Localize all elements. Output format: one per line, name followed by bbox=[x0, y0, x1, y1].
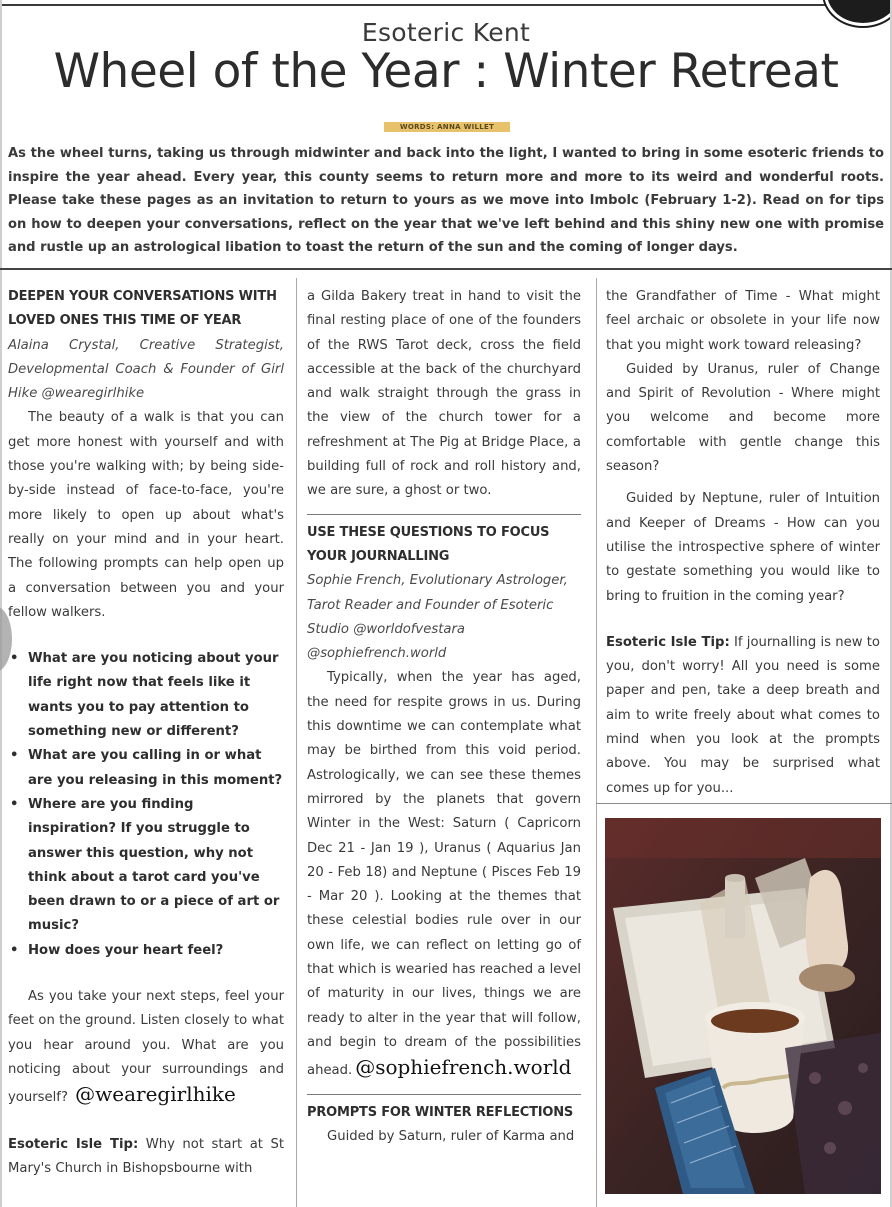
section-divider bbox=[307, 1094, 581, 1095]
social-handle-overlay[interactable]: @wearegirlhike bbox=[72, 1082, 239, 1106]
list-item bbox=[8, 744, 284, 793]
contributor-credit: Sophie French, Evolutionary Astrologer, Tarot Reader and Founder of Esoteric Studio @worldofvestara @sophiefrench.world bbox=[307, 573, 568, 662]
body-paragraph bbox=[8, 985, 284, 1110]
question-list bbox=[8, 647, 284, 963]
contributor-credit: Alaina Crystal, Creative Strategist, Developmental Coach & Founder of Girl Hike @wearegirlhike bbox=[8, 337, 284, 402]
bullet-icon: • bbox=[10, 651, 19, 667]
body-text: Typically, when the year has aged, the need for respite grows in us. During this downtime we can contemplate what may be birthed from this void period. Astrologically, we can see these themes mirrored by the planets that govern Winter in the West: Saturn ( Capricorn Dec 21 - Jan 19 ), Uranus ( Aquarius Jan 20 - Feb 18) and Neptune ( Pisces Feb 19 - Mar 20 ). Looking at the themes that these celestial bodies rule over in our own life, we can reflect on letting go of that which is wearied has reached a level of maturity in our lives, things we are ready to alter in the year that will follow, and begin to dream of the possibilities ahead. bbox=[307, 670, 581, 1079]
column-2 bbox=[307, 285, 581, 1149]
tarot-table-photo bbox=[605, 818, 881, 1194]
section-divider bbox=[307, 514, 581, 515]
intro-paragraph: As the wheel turns, taking us through midwinter and back into the light, I wanted to bring in some esoteric friends to inspire the year ahead. Every year, this county seems to return more and more to its weird and wonderful roots. Please take these pages as an invitation to return to yours as we move into Imbolc (February 1-2). Read on for tips on how to deepen your conversations, reflect on the year that we've left behind and this shiny new one with promise and rustle up an astrological libation to toast the return of the sun and the coming of longer days. bbox=[8, 146, 884, 256]
question-text: What are you calling in or what are you releasing in this moment? bbox=[28, 748, 283, 788]
page-edge-left bbox=[0, 0, 2, 1207]
tip-paragraph bbox=[606, 631, 880, 801]
social-handle-overlay[interactable]: @sophiefrench.world bbox=[352, 1055, 574, 1079]
page-title: Wheel of the Year : Winter Retreat bbox=[53, 44, 839, 99]
question-text: Where are you finding inspiration? If you struggle to answer this question, why not think about a tarot card you've been drawn to or a piece of art or music? bbox=[28, 796, 280, 934]
body-paragraph: a Gilda Bakery treat in hand to visit the final resting place of one of the founders of the RWS Tarot deck, cross the field accessible at the back of the churchyard and walk straight through the grass in the view of the church tower for a refreshment at The Pig at Bridge Place, a building full of rock and roll history and, we are sure, a ghost or two. bbox=[307, 289, 581, 499]
list-item bbox=[8, 793, 284, 939]
body-paragraph bbox=[307, 666, 581, 1083]
body-paragraph: The beauty of a walk is that you can get more honest with yourself and with those you're walking with; by being side-by-side instead of face-to-face, you're more likely to open up about what's really on your mind and in your heart. The following prompts can help open up a conversation between you and your fellow walkers. bbox=[8, 410, 284, 620]
column-divider-1 bbox=[296, 278, 297, 1207]
photo-divider bbox=[596, 803, 892, 804]
section-heading-journalling: USE THESE QUESTIONS TO FOCUS YOUR JOURNALLING bbox=[307, 524, 550, 564]
byline-badge: WORDS: ANNA WILLET bbox=[384, 122, 510, 132]
bullet-icon: • bbox=[10, 796, 19, 812]
column-3 bbox=[606, 285, 880, 801]
tip-label: Esoteric Isle Tip: bbox=[8, 1136, 139, 1152]
section-kicker: Esoteric Kent bbox=[361, 18, 531, 47]
tip-text: If journalling is new to you, don't worry! All you need is some paper and pen, take a deep breath and aim to write freely about what comes to mind when you look at the prompts above. You may be surprised what comes up for you... bbox=[606, 634, 880, 796]
column-divider-2 bbox=[596, 278, 597, 1207]
bullet-icon: • bbox=[10, 942, 19, 958]
list-item bbox=[8, 939, 284, 963]
question-text: What are you noticing about your life right now that feels like it wants you to pay attention to something new or different? bbox=[28, 651, 279, 740]
section-heading-conversations: DEEPEN YOUR CONVERSATIONS WITH LOVED ONES THIS TIME OF YEAR bbox=[8, 289, 277, 329]
section-heading-reflections: PROMPTS FOR WINTER REFLECTIONS bbox=[307, 1104, 574, 1120]
tip-text: Why not start at St Mary's Church in Bishopsbourne with bbox=[8, 1136, 284, 1176]
intro-divider bbox=[0, 268, 892, 270]
body-paragraph: Guided by Neptune, ruler of Intuition and Keeper of Dreams - How can you utilise the introspective sphere of winter to gestate something you would like to bring to fruition in the coming year? bbox=[606, 491, 880, 604]
body-paragraph: Guided by Saturn, ruler of Karma and bbox=[327, 1128, 575, 1144]
photo-illustration bbox=[605, 818, 881, 1194]
bullet-icon: • bbox=[10, 748, 19, 764]
list-item bbox=[8, 647, 284, 744]
question-text: How does your heart feel? bbox=[28, 942, 224, 958]
body-paragraph: the Grandfather of Time - What might feel archaic or obsolete in your life now that you might work toward releasing? bbox=[606, 289, 880, 353]
column-1 bbox=[8, 285, 284, 1181]
body-text: As you take your next steps, feel your feet on the ground. Listen closely to what you hear around you. What are you noticing about your surroundings and yourself? bbox=[8, 989, 284, 1106]
tip-label: Esoteric Isle Tip: bbox=[606, 634, 730, 650]
body-paragraph: Guided by Uranus, ruler of Change and Spirit of Revolution - Where might you welcome and become more comfortable with gentle change this season? bbox=[606, 361, 880, 475]
candle bbox=[725, 878, 745, 938]
tip-paragraph bbox=[8, 1133, 284, 1182]
top-border bbox=[0, 0, 892, 6]
